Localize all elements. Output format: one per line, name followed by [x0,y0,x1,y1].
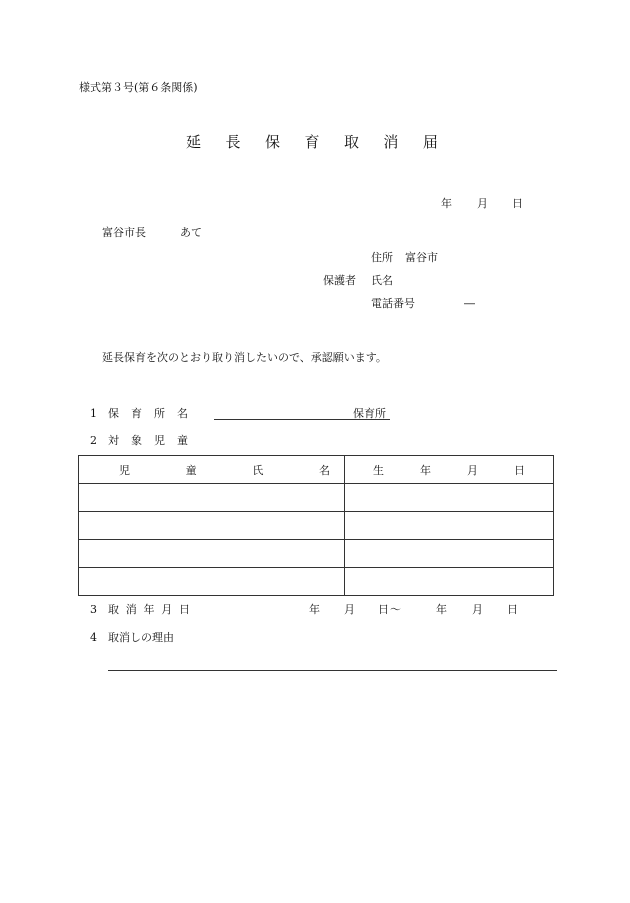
reason-label: 取消しの理由 [108,631,174,644]
header-char: 生 [373,463,384,477]
form-number: 様式第３号(第６条関係) [79,81,198,94]
addressee [102,227,202,238]
title-char: 長 [225,133,241,151]
title-char: 延 [186,133,202,151]
table-row [79,484,554,512]
label-char: 名 [177,407,188,420]
label-char: 消 [125,603,137,616]
label-char: 日 [179,603,190,616]
children-table [78,455,554,596]
cancel-date-label [108,604,190,615]
header-char: 名 [318,463,330,477]
guardian-role-label: 保護者 [323,274,356,287]
header-char: 月 [467,463,478,477]
child-name-cell[interactable] [79,540,345,568]
from-month-label: 月 [344,603,355,616]
child-dob-cell[interactable] [345,540,554,568]
header-char: 年 [420,463,431,477]
header-char: 児 [119,463,130,477]
to-day-label: 日 [507,603,518,616]
label-char: 年 [143,603,155,616]
child-dob-cell[interactable] [345,568,554,596]
label-char: 童 [177,434,188,447]
child-name-cell[interactable] [79,484,345,512]
table-row [79,568,554,596]
name-column-header [79,456,345,484]
header-char: 童 [185,463,197,477]
label-char: 対 [108,434,119,447]
label-char: 育 [131,407,142,420]
item-number: 4 [90,631,97,644]
child-dob-cell[interactable] [345,512,554,540]
label-char: 所 [154,407,165,420]
title-char: 取 [343,133,359,151]
name-label: 氏名 [371,274,393,287]
item-number: 3 [90,603,97,616]
to-month-label: 月 [472,603,483,616]
table-row [79,512,554,540]
item-number: 1 [90,407,97,420]
from-day-label: 日 [378,603,389,616]
from-year-label: 年 [309,603,320,616]
to-year-label: 年 [436,603,447,616]
phone-separator: ― [464,297,475,310]
header-char: 氏 [252,463,264,477]
child-dob-cell[interactable] [345,484,554,512]
title-char: 育 [304,133,320,151]
dob-column-header [345,456,554,484]
range-mark: ～ [390,603,401,616]
label-char: 月 [161,603,173,616]
facility-suffix: 保育所 [353,407,386,420]
reason-field[interactable] [108,655,557,671]
children-label [108,435,188,446]
title-char: 保 [264,133,280,151]
phone-label: 電話番号 [371,297,415,310]
header-char: 日 [514,463,525,477]
title-char: 届 [422,133,438,151]
facility-label [108,408,188,419]
address-value: 富谷市 [405,251,438,264]
year-label: 年 [441,197,452,210]
child-name-cell[interactable] [79,568,345,596]
label-char: 取 [108,603,119,616]
item-number: 2 [90,434,97,447]
table-header-row [79,456,554,484]
addressee-name: 富谷市長 [102,226,146,239]
addressee-suffix: あて [180,226,202,239]
address-label: 住所 [371,251,393,264]
label-char: 児 [154,434,165,447]
title-char: 消 [383,133,399,151]
page-title [186,135,438,150]
month-label: 月 [477,197,488,210]
body-text: 延長保育を次のとおり取り消したいので、承認願います。 [102,351,387,364]
child-name-cell[interactable] [79,512,345,540]
label-char: 象 [131,434,142,447]
table-row [79,540,554,568]
label-char: 保 [108,407,119,420]
day-label: 日 [512,197,523,210]
